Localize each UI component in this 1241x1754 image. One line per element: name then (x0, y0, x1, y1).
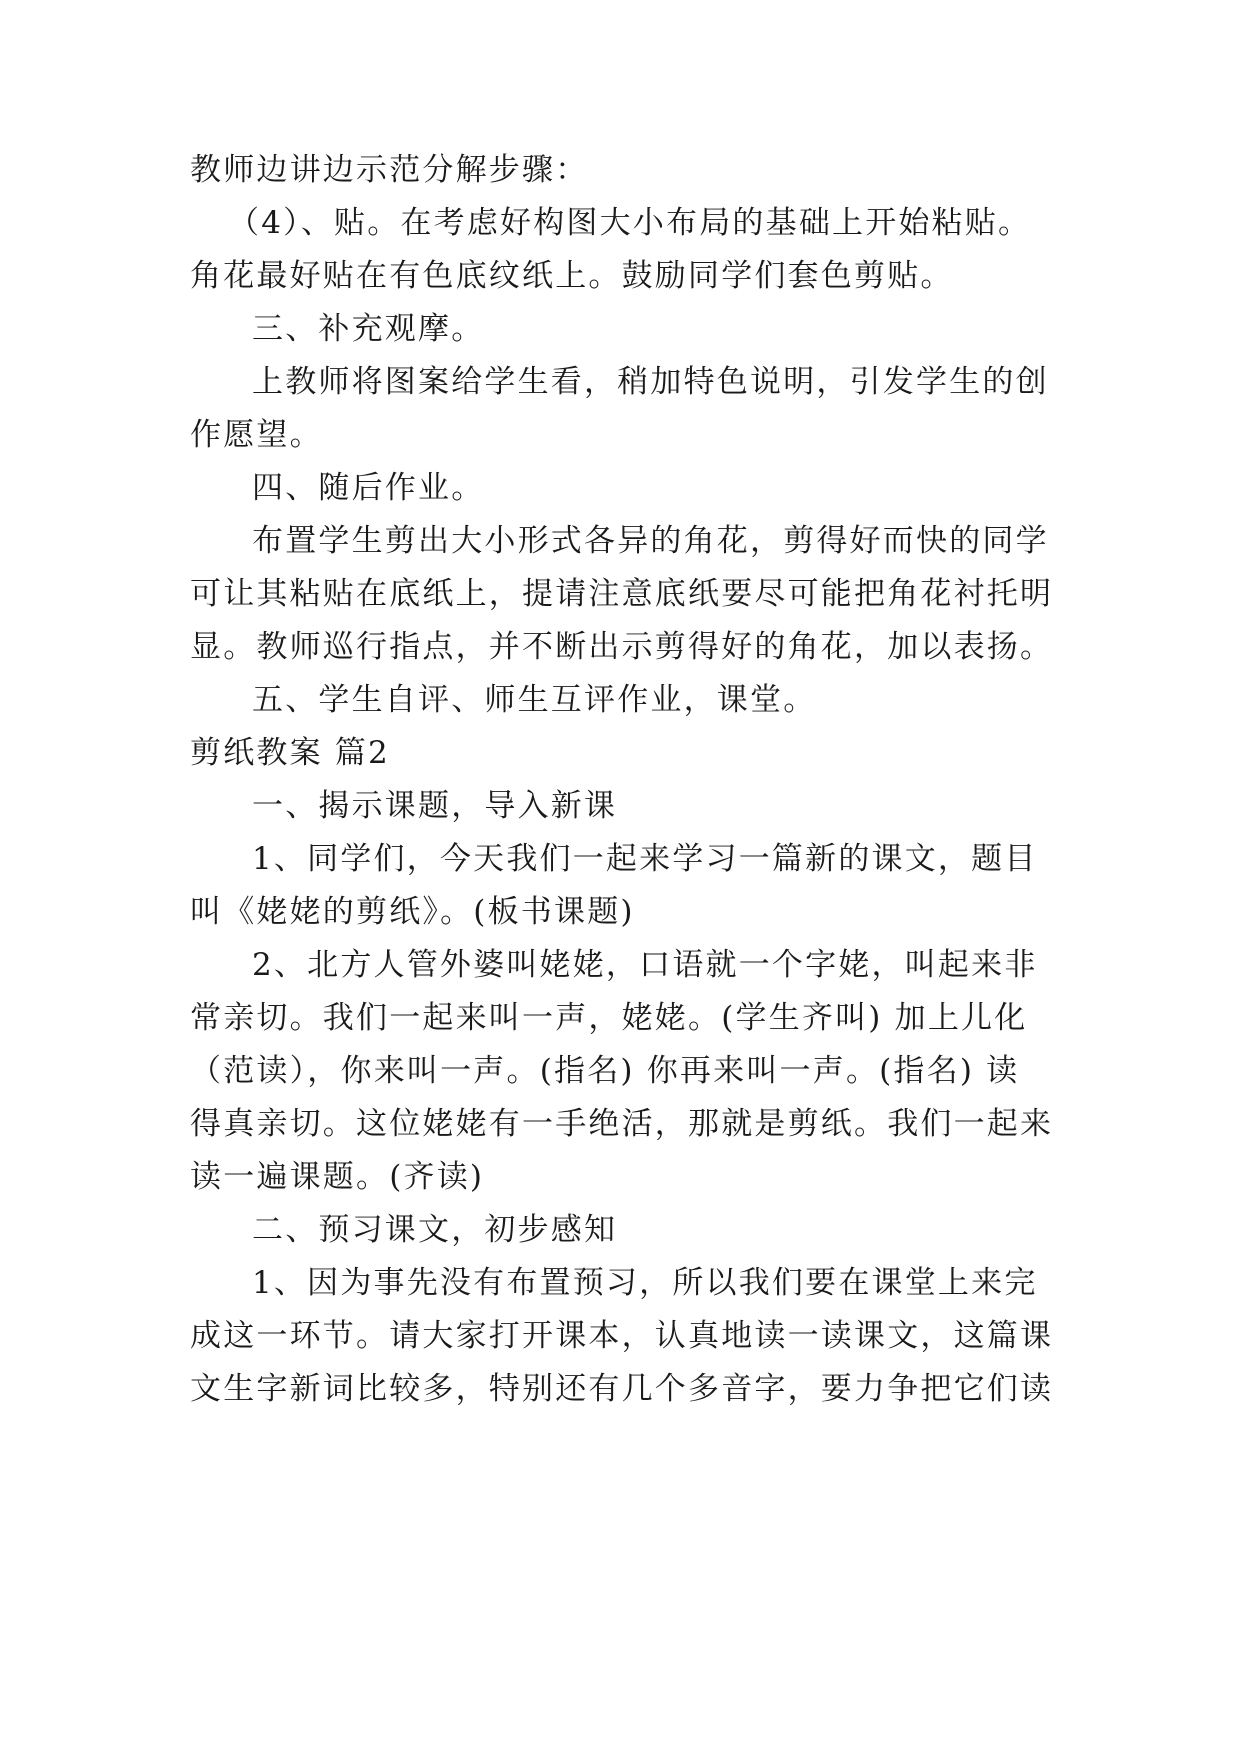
section-heading: 三、补充观摩。 (252, 311, 485, 347)
text-line: 教师边讲边示范分解步骤： (190, 152, 589, 188)
text-line: 角花最好贴在有色底纹纸上。鼓励同学们套色剪贴。 (190, 258, 954, 294)
text-line: 读一遍课题。(齐读) (190, 1159, 485, 1195)
text-line: 得真亲切。这位姥姥有一手绝活，那就是剪纸。我们一起来 (190, 1106, 1054, 1142)
text-line: 成这一环节。请大家打开课本，认真地读一读课文，这篇课 (190, 1318, 1054, 1354)
section-heading: 四、随后作业。 (252, 470, 485, 506)
text-line: 显。教师巡行指点，并不断出示剪得好的角花，加以表扬。 (190, 629, 1054, 665)
section-heading: 五、学生自评、师生互评作业，课堂。 (252, 682, 817, 718)
text-line: 可让其粘贴在底纸上，提请注意底纸要尽可能把角花衬托明 (190, 576, 1054, 612)
text-line: 1、同学们，今天我们一起来学习一篇新的课文，题目 (252, 841, 1038, 877)
text-line: 叫《姥姥的剪纸》。(板书课题) (190, 894, 635, 930)
text-line: 上教师将图案给学生看，稍加特色说明，引发学生的创 (252, 364, 1049, 400)
text-line: 作愿望。 (190, 417, 323, 453)
text-line: （4）、贴。在考虑好构图大小布局的基础上开始粘贴。 (228, 205, 1032, 241)
text-line: 布置学生剪出大小形式各异的角花，剪得好而快的同学 (252, 523, 1049, 559)
article-title: 剪纸教案 篇2 (190, 735, 390, 771)
text-line: 1、因为事先没有布置预习，所以我们要在课堂上来完 (252, 1265, 1038, 1301)
text-line: 文生字新词比较多，特别还有几个多音字，要力争把它们读 (190, 1371, 1054, 1407)
section-heading: 一、揭示课题，导入新课 (252, 788, 618, 824)
section-heading: 二、预习课文，初步感知 (252, 1212, 618, 1248)
text-line: 常亲切。我们一起来叫一声，姥姥。(学生齐叫) 加上儿化 (190, 1000, 1028, 1036)
text-line: 2、北方人管外婆叫姥姥，口语就一个字姥，叫起来非 (252, 947, 1038, 983)
text-line: （范读），你来叫一声。(指名) 你再来叫一声。(指名) 读 (190, 1053, 1020, 1089)
